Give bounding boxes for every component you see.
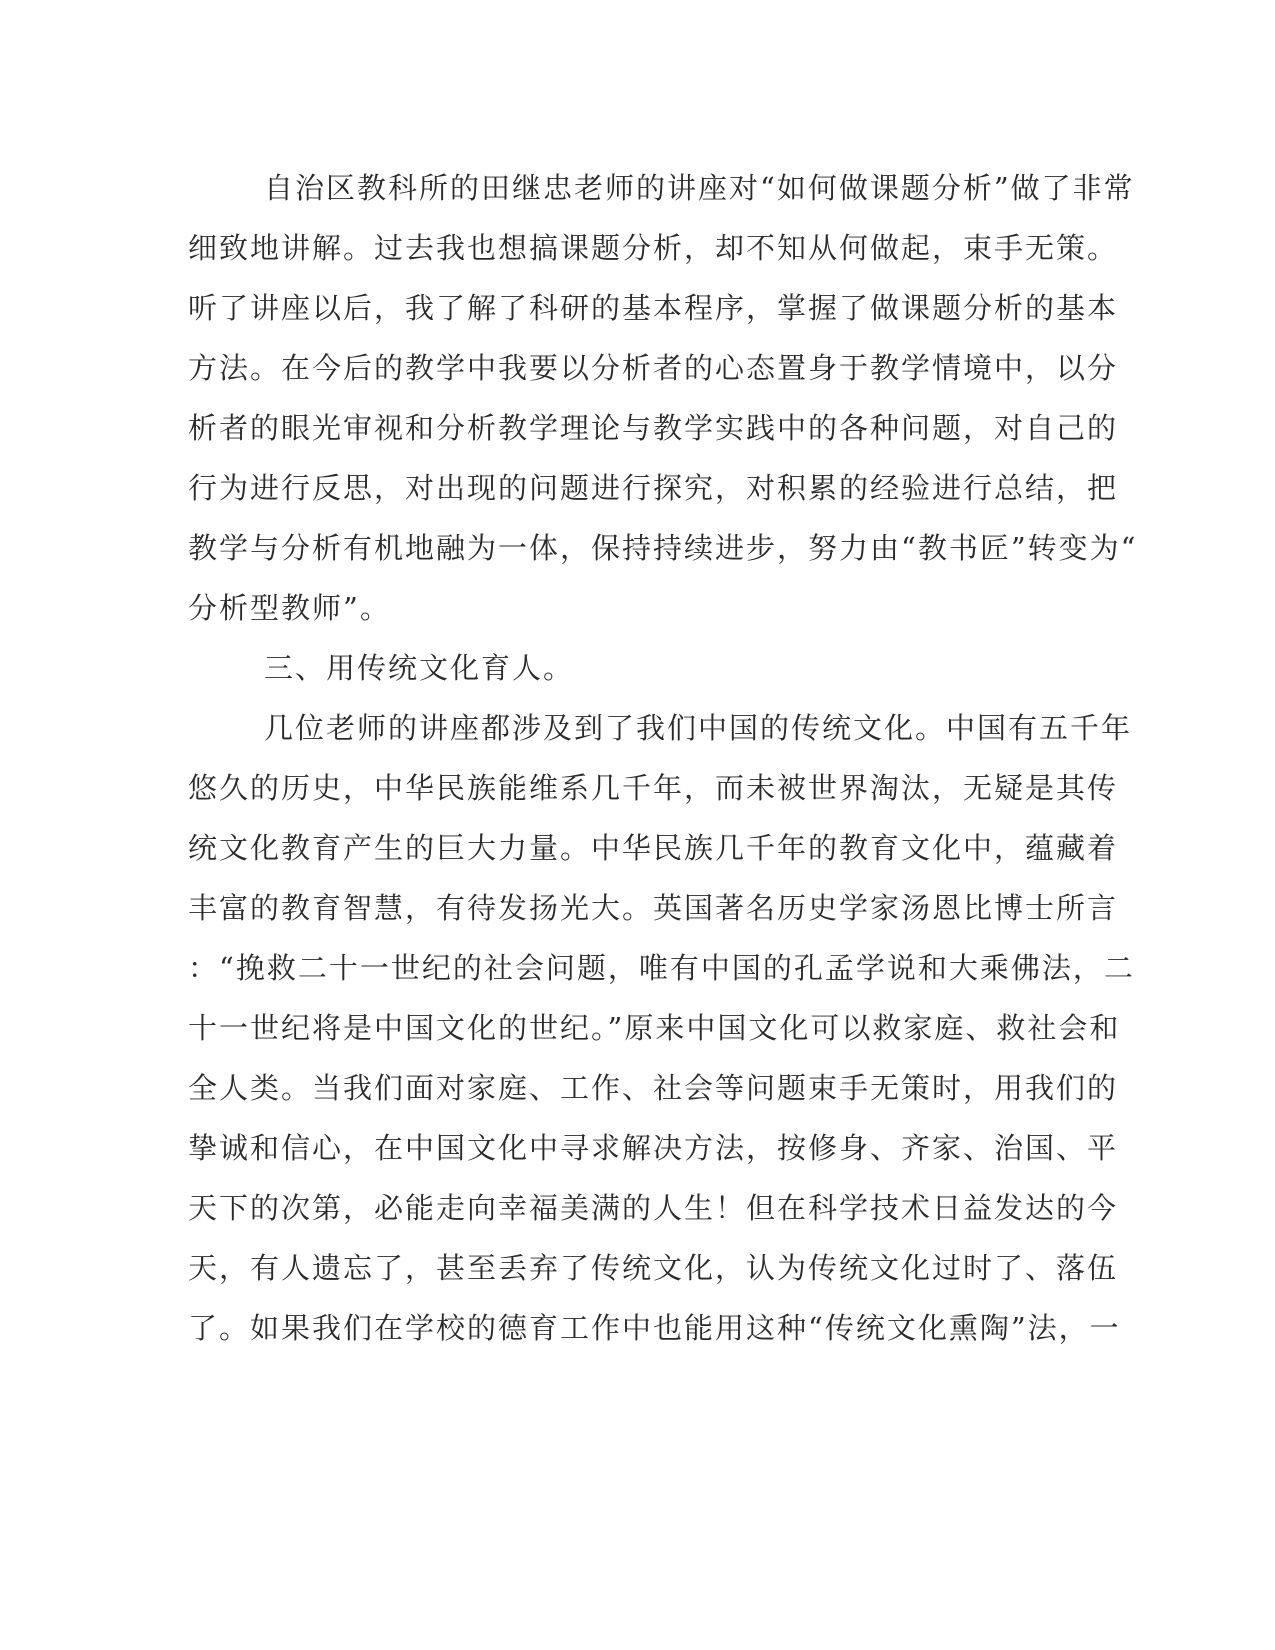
paragraph-line: 统文化教育产生的巨大力量。中华民族几千年的教育文化中，蕴藏着 [188, 831, 1119, 865]
paragraph-line: 悠久的历史，中华民族能维系几千年，而未被世界淘汰，无疑是其传 [188, 771, 1119, 805]
paragraph-line: 行为进行反思，对出现的问题进行探究，对积累的经验进行总结，把 [188, 471, 1119, 505]
document-body [188, 158, 1138, 1358]
section-heading: 三、用传统文化育人。 [264, 651, 575, 685]
paragraph-line: 十一世纪将是中国文化的世纪。”原来中国文化可以救家庭、救社会和 [188, 1011, 1121, 1045]
paragraph-line: 分析型教师”。 [188, 591, 391, 625]
paragraph-line: 听了讲座以后，我了解了科研的基本程序，掌握了做课题分析的基本 [188, 291, 1119, 325]
paragraph-line: 天下的次第，必能走向幸福美满的人生！但在科学技术日益发达的今 [188, 1191, 1119, 1225]
paragraph-line: 丰富的教育智慧，有待发扬光大。英国著名历史学家汤恩比博士所言 [188, 891, 1119, 925]
paragraph-line: 方法。在今后的教学中我要以分析者的心态置身于教学情境中，以分 [188, 351, 1119, 385]
paragraph-line: ：“挽救二十一世纪的社会问题，唯有中国的孔孟学说和大乘佛法，二 [188, 951, 1135, 985]
paragraph-line: 几位老师的讲座都涉及到了我们中国的传统文化。中国有五千年 [264, 711, 1133, 745]
paragraph-line: 了。如果我们在学校的德育工作中也能用这种“传统文化熏陶”法，一 [188, 1311, 1121, 1345]
paragraph-line: 教学与分析有机地融为一体，保持持续进步，努力由“教书匠”转变为“ [188, 531, 1138, 565]
paragraph-line: 天，有人遗忘了，甚至丢弃了传统文化，认为传统文化过时了、落伍 [188, 1251, 1119, 1285]
paragraph-line: 自治区教科所的田继忠老师的讲座对“如何做课题分析”做了非常 [264, 171, 1135, 205]
paragraph-line: 细致地讲解。过去我也想搞课题分析，却不知从何做起，束手无策。 [188, 231, 1119, 265]
paragraph-line: 全人类。当我们面对家庭、工作、社会等问题束手无策时，用我们的 [188, 1071, 1119, 1105]
paragraph-line: 挚诚和信心，在中国文化中寻求解决方法，按修身、齐家、治国、平 [188, 1131, 1119, 1165]
paragraph-line: 析者的眼光审视和分析教学理论与教学实践中的各种问题，对自己的 [188, 411, 1119, 445]
